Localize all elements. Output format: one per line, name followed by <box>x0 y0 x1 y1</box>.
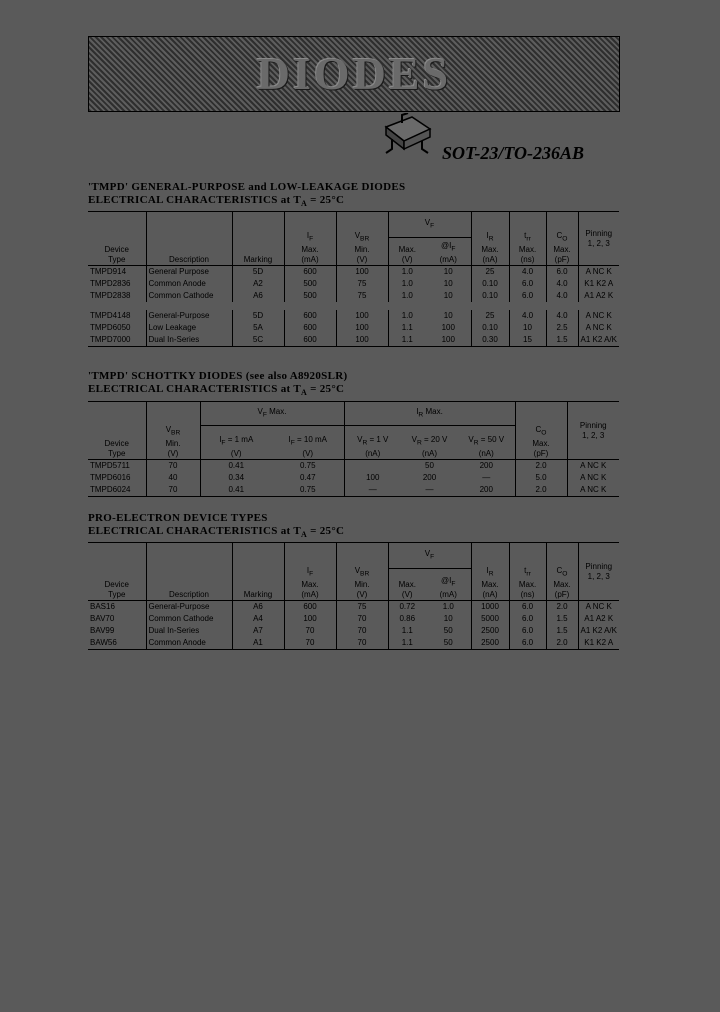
section2-heading <box>88 370 347 399</box>
table-row <box>88 266 619 279</box>
table-cell: 2.0 <box>546 601 578 614</box>
table-row <box>88 334 619 347</box>
col-vf-10ma: $I_F = 10$ mA (V) <box>272 426 344 460</box>
table-cell: 75 <box>336 601 388 614</box>
table-cell: — <box>482 473 491 482</box>
table-cell: 70 <box>146 460 200 473</box>
table-cell: 2500 <box>471 625 509 637</box>
table-cell: A NC K <box>578 601 619 614</box>
table-cell: 5D <box>232 266 284 279</box>
table-cell: 1.1 <box>388 637 426 650</box>
col-trr-max: $t_{rr}$ Max. (ns) <box>509 212 546 266</box>
table-cell: A4 <box>232 613 284 625</box>
table-row <box>88 290 619 302</box>
table-cell: A2 <box>232 278 284 290</box>
col-pinning: Pinning 1, 2, 3 <box>567 402 619 460</box>
table-cell: 2500 <box>471 637 509 650</box>
col-vf-at-if: $@I_F$ (mA) <box>426 238 471 266</box>
table-cell: 1.0 <box>388 278 426 290</box>
col-description: Description <box>146 212 232 266</box>
table-cell: K1 K2 A <box>578 278 619 290</box>
table-cell: Common Anode <box>146 637 232 650</box>
table-cell: A6 <box>232 290 284 302</box>
table-cell: 0.34 <box>200 472 272 484</box>
table-cell: 5.0 <box>515 472 567 484</box>
table-cell: Common Cathode <box>146 613 232 625</box>
table-cell: 0.10 <box>471 322 509 334</box>
col-vf-group: $V_F$ <box>388 212 471 238</box>
table-cell: 6.0 <box>509 290 546 302</box>
col-device-type: Device Type <box>88 543 146 601</box>
banner-title: DIODES <box>256 48 452 99</box>
table-cell: 75 <box>336 290 388 302</box>
table-cell: A NC K <box>567 484 619 497</box>
section3-heading <box>88 512 344 541</box>
table-cell: A6 <box>232 601 284 614</box>
col-co-max: $C_O$ Max. (pF) <box>515 402 567 460</box>
table-cell: 6.0 <box>546 266 578 279</box>
table-cell: 10 <box>443 291 453 300</box>
table-cell <box>344 460 401 473</box>
device-type-cell: TMPD4148 <box>90 311 131 320</box>
table-cell: 75 <box>336 278 388 290</box>
table-cell: 70 <box>146 484 200 497</box>
table-cell: 70 <box>336 625 388 637</box>
col-marking: Marking <box>232 212 284 266</box>
device-type-cell: TMPD7000 <box>88 334 146 347</box>
table-cell: 0.47 <box>299 473 316 482</box>
section1-heading-line1: 'TMPD' GENERAL-PURPOSE and LOW-LEAKAGE DIODES <box>88 181 406 193</box>
table-cell: Dual In-Series <box>146 625 232 637</box>
device-type-cell: TMPD2836 <box>90 279 131 288</box>
device-type-cell: TMPD5711 <box>90 461 130 470</box>
table-cell: 70 <box>284 637 336 650</box>
table-cell: 100 <box>426 334 471 347</box>
table-cell: 1.5 <box>546 613 578 625</box>
table-cell: 10 <box>443 267 453 276</box>
table-cell: 10 <box>509 322 546 334</box>
table-cell: A1 A2 K <box>578 613 619 625</box>
table-cell: 70 <box>336 637 388 650</box>
device-type-cell: BAS16 <box>90 602 115 611</box>
table-row <box>88 322 619 334</box>
table-cell: A1 A2 K <box>578 290 619 302</box>
schottky-diodes-table <box>88 401 619 497</box>
table-cell: A1 K2 A/K <box>578 334 619 347</box>
table-row <box>88 460 619 473</box>
table-cell: 100 <box>344 472 401 484</box>
table-cell: 600 <box>284 601 336 614</box>
table-cell: A NC K <box>567 460 619 473</box>
general-purpose-diodes-rows <box>88 266 619 347</box>
table-cell: 100 <box>336 322 388 334</box>
table-cell: 0.75 <box>299 461 316 470</box>
device-type-cell: BAW56 <box>88 637 146 650</box>
table-cell: 200 <box>458 484 515 497</box>
table-cell: 1.0 <box>388 290 426 302</box>
col-vf-group: $V_F$ Max. <box>200 402 344 426</box>
sot23-package-icon <box>372 113 434 159</box>
col-vbr-min: $V_{BR}$ Min. (V) <box>336 212 388 266</box>
col-description: Description <box>146 543 232 601</box>
table-cell: A NC K <box>578 266 619 279</box>
row-spacer <box>88 302 619 310</box>
table-cell: 4.0 <box>509 310 546 322</box>
pro-electron-table <box>88 542 619 650</box>
table-cell: 0.72 <box>388 601 426 614</box>
col-vf-at-if: $@I_F$ (mA) <box>426 569 471 601</box>
table-cell: 0.86 <box>388 613 426 625</box>
col-marking: Marking <box>232 543 284 601</box>
table-row <box>88 625 619 637</box>
section1-heading <box>88 181 405 210</box>
table-cell: General-Purpose <box>146 310 232 322</box>
table-cell: 100 <box>336 266 388 279</box>
table-cell: 6.0 <box>509 625 546 637</box>
table-cell: 600 <box>284 310 336 322</box>
package-title: SOT-23/TO-236AB <box>442 143 585 163</box>
col-vf-max: Max. (V) <box>388 238 426 266</box>
col-device-type: Device Type <box>88 402 146 460</box>
pro-electron-rows <box>88 601 619 650</box>
col-if-max: $I_F$ Max. (mA) <box>284 212 336 266</box>
table-cell: 25 <box>471 266 509 279</box>
table-row <box>88 601 619 614</box>
table-cell: General Purpose <box>146 266 232 279</box>
col-device-type: Device Type <box>88 212 146 266</box>
table-cell: 1.1 <box>388 334 426 347</box>
table-cell: 6.0 <box>509 601 546 614</box>
table-cell: 1.5 <box>546 334 578 347</box>
table-cell: A NC K <box>578 310 619 322</box>
device-type-cell: TMPD914 <box>90 267 127 276</box>
table-cell: 0.10 <box>471 278 509 290</box>
col-co-max: $C_O$ Max. (pF) <box>546 543 578 601</box>
table-cell: 4.0 <box>546 310 578 322</box>
table-cell: 1000 <box>471 601 509 614</box>
table-cell: 10 <box>443 614 453 623</box>
table-cell: 15 <box>509 334 546 347</box>
table-cell: 1.5 <box>546 625 578 637</box>
table-cell: 1.0 <box>388 266 426 279</box>
table-cell: Low Leakage <box>146 322 232 334</box>
table-cell: 6.0 <box>509 613 546 625</box>
table-cell: 600 <box>284 334 336 347</box>
table-cell: 5000 <box>471 613 509 625</box>
table-cell: 100 <box>284 613 336 625</box>
table-cell: K1 K2 A <box>578 637 619 650</box>
table-cell: 200 <box>479 461 493 470</box>
table-cell: 500 <box>284 290 336 302</box>
table-row <box>88 484 619 497</box>
table-cell: Common Anode <box>146 278 232 290</box>
table-cell: 0.30 <box>471 334 509 347</box>
table-row <box>88 310 619 322</box>
col-pinning: Pinning 1, 2, 3 <box>578 212 619 266</box>
col-vbr-min: $V_{BR}$ Min. (V) <box>336 543 388 601</box>
col-vf-1ma: $I_F = 1$ mA (V) <box>200 426 272 460</box>
table-cell: 2.5 <box>546 322 578 334</box>
device-type-cell: BAV99 <box>90 626 115 635</box>
col-if-max: $I_F$ Max. (mA) <box>284 543 336 601</box>
device-type-cell: BAV70 <box>90 614 115 623</box>
col-ir-max: $I_R$ Max. (nA) <box>471 212 509 266</box>
table-cell: 2.0 <box>546 637 578 650</box>
col-ir-max: $I_R$ Max. (nA) <box>471 543 509 601</box>
col-pinning: Pinning 1, 2, 3 <box>578 543 619 601</box>
table-cell: 40 <box>146 472 200 484</box>
col-trr-max: $t_{rr}$ Max. (ns) <box>509 543 546 601</box>
table-cell: 6.0 <box>509 637 546 650</box>
section3-heading-line2: ELECTRICAL CHARACTERISTICS at $T_A = 25^\circ C$ <box>88 525 345 540</box>
table-cell: 0.10 <box>471 290 509 302</box>
table-row <box>88 472 619 484</box>
table-cell: 10 <box>443 279 453 288</box>
table-cell: 50 <box>426 637 471 650</box>
table-cell: A1 <box>232 637 284 650</box>
col-co-max: $C_O$ Max. (pF) <box>546 212 578 266</box>
section1-heading-line2: ELECTRICAL CHARACTERISTICS at $T_A = 25^\circ C$ <box>88 194 345 209</box>
table-cell: 600 <box>284 266 336 279</box>
col-ir-50v: $V_R = 50$ V (nA) <box>458 426 515 460</box>
table-cell: 1.0 <box>442 602 454 611</box>
table-cell: Dual In-Series <box>146 334 232 347</box>
table-cell: 1.1 <box>388 625 426 637</box>
table-cell: 100 <box>336 334 388 347</box>
table-cell: 0.41 <box>200 484 272 497</box>
table-cell: 100 <box>336 310 388 322</box>
table-cell: 50 <box>443 626 453 635</box>
table-cell: 600 <box>284 322 336 334</box>
section2-heading-line1: 'TMPD' SCHOTTKY DIODES (see also A8920SLR) <box>88 370 348 382</box>
table-cell: 50 <box>425 461 434 470</box>
table-cell: A NC K <box>578 322 619 334</box>
section2-heading-line2: ELECTRICAL CHARACTERISTICS at $T_A = 25^\circ C$ <box>88 383 345 398</box>
table-cell: 100 <box>441 323 455 332</box>
table-cell: General-Purpose <box>146 601 232 614</box>
table-cell: 5C <box>232 334 284 347</box>
table-row <box>88 637 619 650</box>
table-cell: 4.0 <box>546 290 578 302</box>
table-row <box>88 613 619 625</box>
device-type-cell: TMPD6024 <box>88 484 146 497</box>
table-cell: 70 <box>336 613 388 625</box>
schottky-diodes-rows <box>88 460 619 497</box>
section3-heading-line1: PRO-ELECTRON DEVICE TYPES <box>88 512 268 524</box>
title-banner <box>88 36 620 112</box>
device-type-cell: TMPD2838 <box>90 291 131 300</box>
table-cell: 2.0 <box>515 460 567 473</box>
table-cell: A NC K <box>567 472 619 484</box>
table-cell: 10 <box>443 311 453 320</box>
table-cell: — <box>401 484 458 497</box>
col-vbr-min: $V_{BR}$ Min. (V) <box>146 402 200 460</box>
table-cell: 2.0 <box>515 484 567 497</box>
general-purpose-diodes-table <box>88 211 619 347</box>
table-cell: 4.0 <box>546 278 578 290</box>
table-cell: 25 <box>471 310 509 322</box>
device-type-cell: TMPD6016 <box>90 473 131 482</box>
col-ir-20v: $V_R = 20$ V (nA) <box>401 426 458 460</box>
table-cell: 0.41 <box>200 460 272 473</box>
col-ir-1v: $V_R = 1$ V (nA) <box>344 426 401 460</box>
table-cell: 6.0 <box>509 278 546 290</box>
table-cell: 70 <box>284 625 336 637</box>
table-cell: 0.75 <box>272 484 344 497</box>
table-cell: 500 <box>284 278 336 290</box>
table-cell: 5D <box>232 310 284 322</box>
col-vf-max: Max. (V) <box>388 569 426 601</box>
table-cell: A7 <box>232 625 284 637</box>
table-cell: 1.1 <box>388 322 426 334</box>
table-cell: 5A <box>232 322 284 334</box>
table-cell: 1.0 <box>388 310 426 322</box>
table-cell: Common Cathode <box>146 290 232 302</box>
table-cell: 4.0 <box>509 266 546 279</box>
col-ir-group: $I_R$ Max. <box>344 402 515 426</box>
col-vf-group: $V_F$ <box>388 543 471 569</box>
device-type-cell: TMPD6050 <box>90 323 131 332</box>
table-cell: 200 <box>422 473 437 482</box>
table-row <box>88 278 619 290</box>
table-cell: A1 K2 A/K <box>578 625 619 637</box>
table-cell: — <box>344 484 401 497</box>
